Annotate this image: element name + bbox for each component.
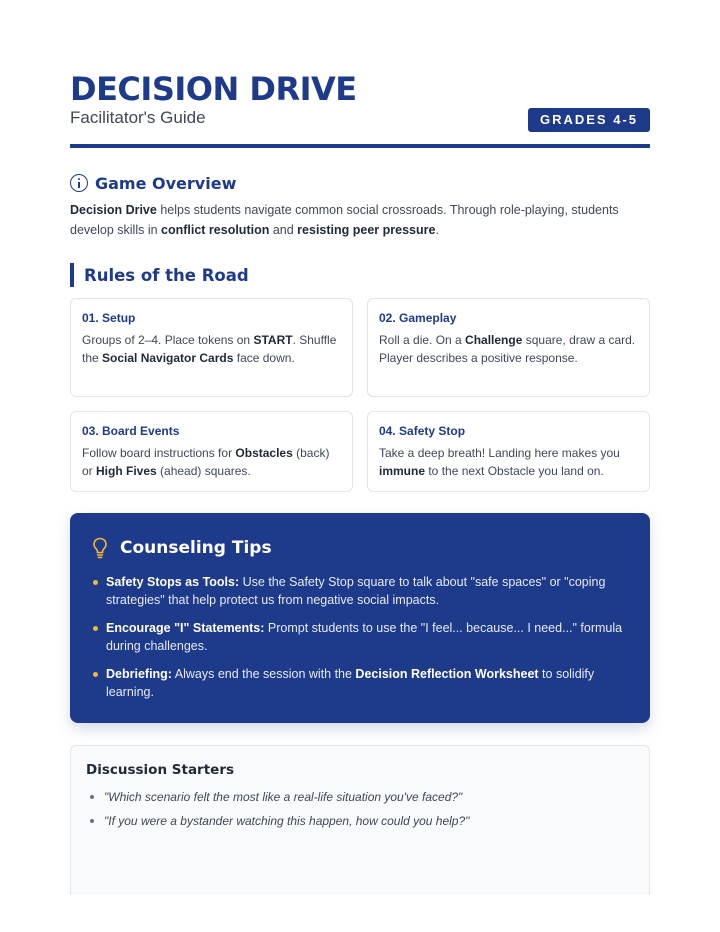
overview-text-6: . <box>435 223 439 237</box>
tip-strong: Decision Reflection Worksheet <box>355 667 539 681</box>
counseling-tips-title: Counseling Tips <box>120 538 272 558</box>
rule-text: face down. <box>233 351 295 365</box>
rule-card-setup <box>70 298 353 397</box>
overview-text-4: and <box>269 223 298 237</box>
rule-card-title: 02. Gameplay <box>379 311 457 325</box>
rule-card-board-events <box>70 411 353 492</box>
tip-label: Safety Stops as Tools: <box>106 575 240 589</box>
rule-strong: Obstacles <box>235 446 293 460</box>
rules-accent-bar <box>70 263 74 287</box>
header <box>70 70 650 148</box>
counseling-tips-panel <box>70 513 650 723</box>
overview-heading <box>70 172 236 194</box>
list-item <box>106 619 628 655</box>
rule-text: Groups of 2–4. Place tokens on <box>82 333 254 347</box>
rule-card-safety-stop <box>367 411 650 492</box>
overview-heading-text: Game Overview <box>95 173 237 193</box>
grade-badge: GRADES 4-5 <box>528 108 650 132</box>
list-item: "Which scenario felt the most like a real-life situation you've faced?" <box>104 788 634 806</box>
rule-strong: Challenge <box>465 333 523 347</box>
discussion-starters-panel <box>70 745 650 895</box>
rule-strong: START <box>253 333 293 347</box>
tip-text: to solidify learning. <box>106 667 595 699</box>
tip-text: Use the Safety Stop square to talk about "safe spaces" or "coping strategies" that help protect us from negative social impacts. <box>106 575 606 607</box>
rule-text: square, draw a card. Player describes a positive response. <box>379 333 636 365</box>
tip-text: Prompt students to use the "I feel... because... I need..." formula during challenges. <box>106 621 623 653</box>
lightbulb-icon <box>92 537 108 559</box>
discussion-starters-heading: Discussion Starters <box>86 762 235 778</box>
discussion-list <box>86 788 634 830</box>
rule-card-gameplay <box>367 298 650 397</box>
rule-text: to the next Obstacle you land on. <box>425 464 604 478</box>
tip-text: Always end the session with the <box>171 667 356 681</box>
page-subtitle: Facilitator's Guide <box>70 108 206 127</box>
rule-card-body <box>379 444 638 480</box>
rule-text: (back) or <box>82 446 330 478</box>
rule-card-title: 03. Board Events <box>82 424 180 438</box>
rule-strong: High Fives <box>96 464 157 478</box>
counseling-tips-heading <box>92 537 628 559</box>
page-title: DECISION DRIVE <box>70 70 357 108</box>
tip-label: Debriefing: <box>106 667 172 681</box>
rules-heading-text: Rules of the Road <box>84 265 249 285</box>
info-icon <box>70 174 88 192</box>
overview-strong-1: Decision Drive <box>70 203 157 217</box>
list-item <box>106 573 628 609</box>
rule-strong: Social Navigator Cards <box>102 351 234 365</box>
tips-list <box>92 573 628 701</box>
tip-label: Encourage "I" Statements: <box>106 621 265 635</box>
rule-text: (ahead) squares. <box>156 464 251 478</box>
rule-card-title: 04. Safety Stop <box>379 424 466 438</box>
overview-text-2: helps students navigate common social crossroads. Through role-playing, students develop skills in <box>70 203 619 237</box>
rule-card-body <box>82 444 341 480</box>
rule-card-title: 01. Setup <box>82 311 136 325</box>
rule-text: . Shuffle the <box>82 333 337 365</box>
overview-strong-2: conflict resolution <box>161 223 270 237</box>
rule-card-body <box>82 331 341 367</box>
rule-text: Take a deep breath! Landing here makes you <box>379 446 620 460</box>
rules-heading <box>70 263 249 287</box>
rule-text: Roll a die. On a <box>379 333 466 347</box>
list-item: "If you were a bystander watching this happen, how could you help?" <box>104 812 634 830</box>
rule-strong: immune <box>379 464 426 478</box>
list-item <box>106 665 628 701</box>
overview-paragraph <box>70 200 650 240</box>
rule-card-body <box>379 331 638 367</box>
header-divider <box>70 144 650 148</box>
overview-strong-3: resisting peer pressure <box>297 223 436 237</box>
rule-text: Follow board instructions for <box>82 446 236 460</box>
